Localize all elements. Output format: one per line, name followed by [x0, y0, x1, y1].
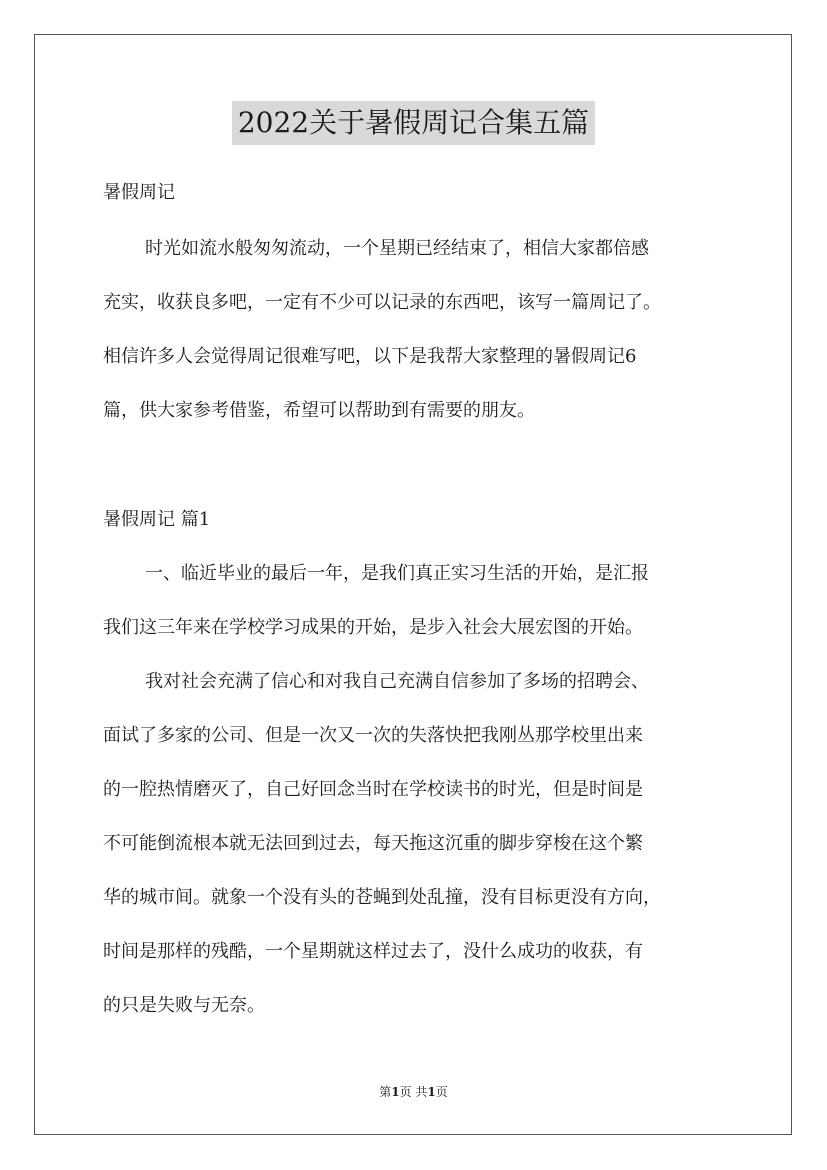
intro-line-1: 时光如流水般匆匆流动，一个星期已经结束了，相信大家都倍感 — [145, 238, 649, 259]
footer-prefix: 第 — [379, 1085, 392, 1099]
footer-mid: 页 共 — [399, 1085, 428, 1099]
footer-total-pages: 1 — [427, 1085, 436, 1099]
section-1-heading: 暑假周记 篇1 — [103, 509, 211, 530]
section-1-para-2-line-3: 的一腔热情磨灭了，自己好回念当时在学校读书的时光，但是时间是 — [103, 779, 643, 800]
intro-line-2: 充实，收获良多吧，一定有不少可以记录的东西吧，该写一篇周记了。 — [103, 292, 661, 313]
page-footer — [0, 1084, 827, 1100]
intro-line-3: 相信许多人会觉得周记很难写吧，以下是我帮大家整理的暑假周记6 — [103, 346, 637, 367]
document-title: 2022关于暑假周记合集五篇 — [232, 101, 595, 145]
section-1-para-2-line-6: 时间是那样的残酷，一个星期就这样过去了，没什么成功的收获，有 — [103, 941, 643, 962]
title-container — [0, 101, 827, 145]
section-1-para-2-line-5: 华的城市间。就象一个没有头的苍蝇到处乱撞，没有目标更没有方向， — [103, 887, 661, 908]
section-1-para-2-line-4: 不可能倒流根本就无法回到过去，每天拖这沉重的脚步穿梭在这个繁 — [103, 833, 643, 854]
footer-current-page: 1 — [391, 1085, 400, 1099]
intro-line-4: 篇，供大家参考借鉴，希望可以帮助到有需要的朋友。 — [103, 400, 535, 421]
section-1-para-1-line-2: 我们这三年来在学校学习成果的开始，是步入社会大展宏图的开始。 — [103, 617, 643, 638]
section-1-para-2-line-1: 我对社会充满了信心和对我自己充满自信参加了多场的招聘会、 — [145, 671, 649, 692]
footer-suffix: 页 — [435, 1085, 448, 1099]
section-1-para-1-line-1: 一、临近毕业的最后一年，是我们真正实习生活的开始，是汇报 — [145, 563, 649, 584]
section-1-para-2-line-7: 的只是失败与无奈。 — [103, 995, 265, 1016]
section-1-para-2-line-2: 面试了多家的公司、但是一次又一次的失落快把我刚丛那学校里出来 — [103, 725, 643, 746]
intro-heading: 暑假周记 — [103, 182, 175, 203]
